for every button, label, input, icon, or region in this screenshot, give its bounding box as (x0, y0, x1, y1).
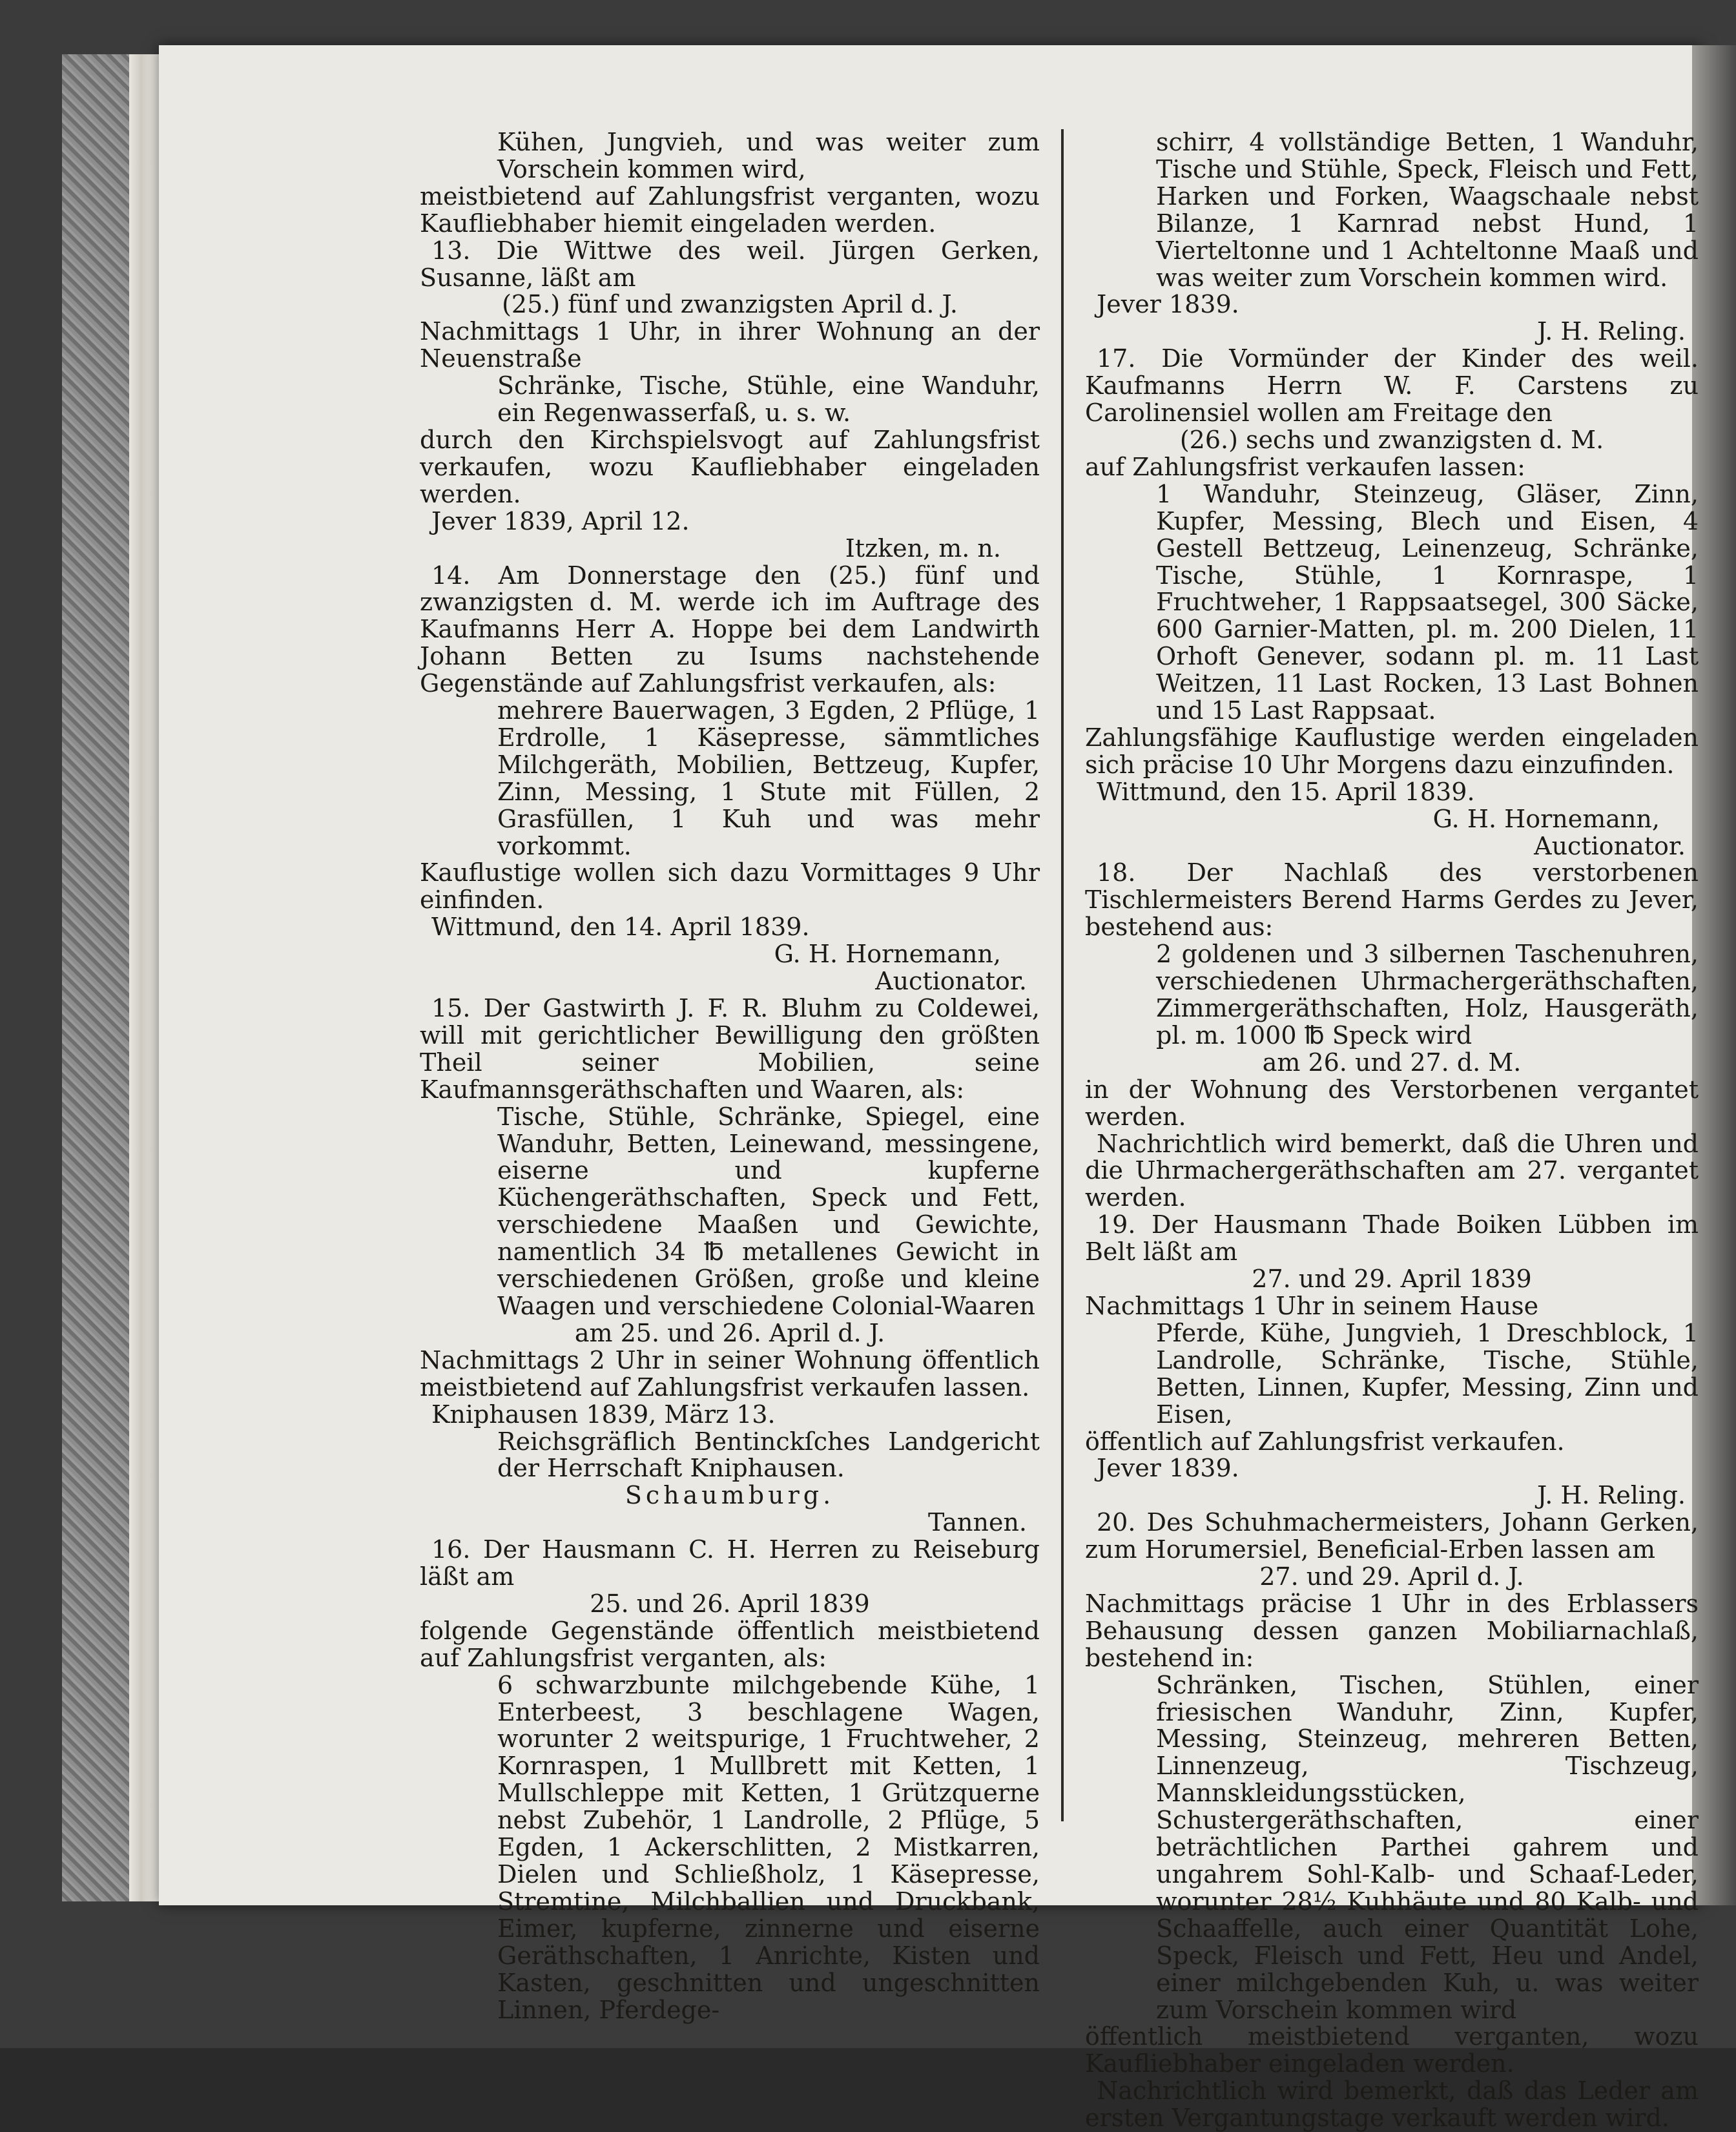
notice-17-text: auf Zahlungsfrist verkaufen lassen: (1085, 452, 1525, 481)
notice-13-items: Schränke, Tische, Stühle, eine Wanduhr, ein Regenwasserfaß, u. s. w. (497, 371, 1040, 428)
notice-13-time: Nachmittags 1 Uhr, in ihrer Wohnung an der Neuenstraße (420, 317, 1040, 373)
left-column (420, 129, 1040, 2023)
notice-16-text: folgende Gegenstände öffentlich meistbietend auf Zahlungsfrist verganten, als: (420, 1616, 1040, 1672)
book-cover-board (62, 54, 133, 1901)
page-stack-edge (129, 54, 159, 1901)
notice-16-head: 16. Der Hausmann C. H. Herren zu Reiseburg läßt am (420, 1535, 1040, 1591)
notice-18-text: in der Wohnung des Verstorbenen vergantet werden. (1085, 1075, 1699, 1131)
notice-18-head: 18. Der Nachlaß des verstorbenen Tischlermeisters Berend Harms Gerdes zu Jever, bestehend aus: (1085, 858, 1699, 942)
notice-17-signature: G. H. Hornemann, (1432, 804, 1660, 833)
notice-20-items: Schränken, Tischen, Stühlen, einer friesischen Wanduhr, Zinn, Kupfer, Messing, Steinzeug, mehreren Betten, Linnenzeug, Tischzeug, Mannskleidungsstücken, Schustergeräthschaften, einer beträchtlichen Parthei gahrem und ungahrem Sohl-Kalb- und Schaaf-Leder, worunter 28½ Kuhhäute und 80 Kalb- und Schaaffelle, auch einer Quantität Lohe, Speck, Fleisch und Fett, Heu und Andel, einer milchgebenden Kuh, u. was weiter zum Vorschein kommen wird (1156, 1670, 1699, 2024)
notice-17-text2: Zahlungsfähige Kauflustige werden eingeladen sich präcise 10 Uhr Morgens dazu einzufinden. (1085, 723, 1699, 779)
notice-13-head: 13. Die Wittwe des weil. Jürgen Gerken, Susanne, läßt am (420, 236, 1040, 292)
notice-13-text: durch den Kirchspielsvogt auf Zahlungsfrist verkaufen, wozu Kaufliebhaber eingeladen werden. (420, 425, 1040, 508)
notice-15-items: Tische, Stühle, Schränke, Spiegel, eine Wanduhr, Betten, Leinewand, messingene, eiserne und kupferne Küchengeräthschaften, Speck und Fett, verschiedene Maaßen und Gewichte, namentlich 34 ℔ metallenes Gewicht in verschiedenen Größen, große und kleine Waagen und verschiedene Colonial-Waaren (497, 1102, 1040, 1320)
notice-16-date: 25. und 26. April 1839 (590, 1589, 870, 1618)
notice-20-time: Nachmittags präcise 1 Uhr in des Erblassers Behausung dessen ganzen Mobiliarnachlaß, bestehend in: (1085, 1589, 1699, 1672)
notice-13-signature: Itzken, m. n. (845, 533, 1001, 563)
section-heading: Schaumburg. (625, 1481, 835, 1510)
notice-19-signature: J. H. Reling. (1536, 1481, 1686, 1510)
notice-19-items: Pferde, Kühe, Jungvieh, 1 Dreschblock, 1 Landrolle, Schränke, Tische, Stühle, Betten, Linnen, Kupfer, Messing, Zinn und Eisen, (1156, 1318, 1699, 1429)
notice-13-place: Jever 1839, April 12. (431, 506, 690, 535)
notice-16-signature: J. H. Reling. (1536, 317, 1686, 346)
p13-tail-text: meistbietend auf Zahlungsfrist verganten, wozu Kaufliebhaber hiemit eingeladen werden. (420, 181, 1040, 238)
notice-19-head: 19. Der Hausmann Thade Boiken Lübben im Belt läßt am (1085, 1210, 1699, 1267)
notice-14-head: 14. Am Donnerstage den (25.) fünf und zwanzigsten d. M. werde ich im Auftrage des Kaufmanns Herr A. Hoppe bei dem Landwirth Johann Betten zu Isums nachstehende Gegenstände auf Zahlungsfrist verkaufen, als: (420, 561, 1040, 698)
notice-20-date: 27. und 29. April d. J. (1259, 1562, 1524, 1591)
notice-14-items: mehrere Bauerwagen, 3 Egden, 2 Pflüge, 1 Erdrolle, 1 Käsepresse, sämmtliches Milchgeräth, Mobilien, Bettzeug, Kupfer, Zinn, Messing, 1 Stute mit Füllen, 2 Grasfüllen, 1 Kuh und was mehr vorkommt. (497, 696, 1040, 860)
p13-tail: Kühen, Jungvieh, und was weiter zum Vorschein kommen wird, (497, 128, 1040, 183)
notice-15-head: 15. Der Gastwirth J. F. R. Bluhm zu Coldewei, will mit gerichtlicher Bewilligung den größten Theil seiner Mobilien, seine Kaufmannsgeräthschaften und Waaren, als: (420, 994, 1040, 1104)
column-rule (1061, 129, 1064, 1821)
notice-20-head: 20. Des Schuhmachermeisters, Johann Gerken, zum Horumersiel, Beneficial-Erben lassen am (1085, 1508, 1699, 1564)
notice-18-date: am 26. und 27. d. M. (1262, 1048, 1522, 1077)
notice-17-place: Wittmund, den 15. April 1839. (1097, 777, 1475, 806)
notice-15-date: am 25. und 26. April d. J. (574, 1318, 885, 1347)
notice-18-note: Nachrichtlich wird bemerkt, daß die Uhren und die Uhrmachergeräthschaften am 27. vergantet werden. (1085, 1129, 1699, 1212)
notice-20-text: öffentlich meistbietend verganten, wozu Kaufliebhaber eingeladen werden. (1085, 2022, 1699, 2078)
notice-15-text: Nachmittags 2 Uhr in seiner Wohnung öffentlich meistbietend auf Zahlungsfrist verkaufen lassen. (420, 1345, 1040, 1402)
notice-15-place: Kniphausen 1839, März 13. (431, 1400, 776, 1429)
notice-19-text: öffentlich auf Zahlungsfrist verkaufen. (1085, 1427, 1565, 1456)
notice-16-place: Jever 1839. (1097, 290, 1239, 319)
notice-14-signature: G. H. Hornemann, (774, 940, 1001, 969)
section-sign: Tannen. (927, 1508, 1027, 1537)
notice-19-time: Nachmittags 1 Uhr in seinem Hause (1085, 1291, 1539, 1320)
notice-13-date: (25.) fünf und zwanzigsten April d. J. (502, 290, 958, 319)
notice-17-role: Auctionator. (1534, 831, 1686, 860)
notice-14-text: Kauflustige wollen sich dazu Vormittages 9 Uhr einfinden. (420, 858, 1040, 915)
notice-14-place: Wittmund, den 14. April 1839. (431, 913, 810, 942)
notice-18-items: 2 goldenen und 3 silbernen Taschenuhren, verschiedenen Uhrmachergeräthschaften, Zimmergeräthschaften, Holz, Hausgeräth, pl. m. 1000 ℔ Speck wird (1156, 940, 1699, 1050)
notice-17-date: (26.) sechs und zwanzigsten d. M. (1179, 425, 1604, 454)
notice-19-place: Jever 1839. (1097, 1454, 1239, 1483)
notice-16-items: 6 schwarzbunte milchgebende Kühe, 1 Enterbeest, 3 beschlagene Wagen, worunter 2 weitspurige, 1 Fruchtweher, 2 Kornraspen, 1 Mullbrett mit Ketten, 1 Mullschleppe mit Ketten, 1 Grützquerne nebst Zubehör, 1 Landrolle, 2 Pflüge, 5 Egden, 1 Ackerschlitten, 2 Mistkarren, Dielen und Schließholz, 1 Käsepresse, Stremtine, Milchballien und Druckbank, Eimer, kupferne, zinnerne und eiserne Geräthschaften, 1 Anrichte, Kisten und Kasten, geschnitten und ungeschnitten Linnen, Pferdege- (497, 1670, 1040, 2024)
notice-15-signature: Reichsgräflich Bentinckſches Landgericht der Herrschaft Kniphausen. (497, 1427, 1040, 1483)
notice-19-date: 27. und 29. April 1839 (1252, 1265, 1532, 1294)
notice-17-head: 17. Die Vormünder der Kinder des weil. Kaufmanns Herrn W. F. Carstens zu Carolinensiel wollen am Freitage den (1085, 344, 1699, 428)
notice-16-items-cont: schirr, 4 vollständige Betten, 1 Wanduhr, Tische und Stühle, Speck, Fleisch und Fett, Harken und Forken, Waagschaale nebst Bilanze, 1 Karnrad nebst Hund, 1 Vierteltonne und 1 Achteltonne Maaß und was weiter zum Vorschein kommen wird. (1156, 128, 1699, 292)
notice-14-role: Auctionator. (875, 967, 1027, 996)
right-column (1085, 129, 1699, 2132)
page-right-shadow (1692, 45, 1736, 1905)
notice-17-items: 1 Wanduhr, Steinzeug, Gläser, Zinn, Kupfer, Messing, Blech und Eisen, 4 Gestell Bettzeug, Leinenzeug, Schränke, Tische, Stühle, 1 Kornraspe, 1 Fruchtweher, 1 Rappsaatsegel, 300 Säcke, 600 Garnier-Matten, pl. m. 200 Dielen, 11 Orhoft Genever, sodann pl. m. 11 Last Weitzen, 11 Last Rocken, 13 Last Bohnen und 15 Last Rappsaat. (1156, 479, 1699, 725)
notice-20-note: Nachrichtlich wird bemerkt, daß das Leder am ersten Vergantungstage verkauft werden wird. (1085, 2076, 1699, 2132)
